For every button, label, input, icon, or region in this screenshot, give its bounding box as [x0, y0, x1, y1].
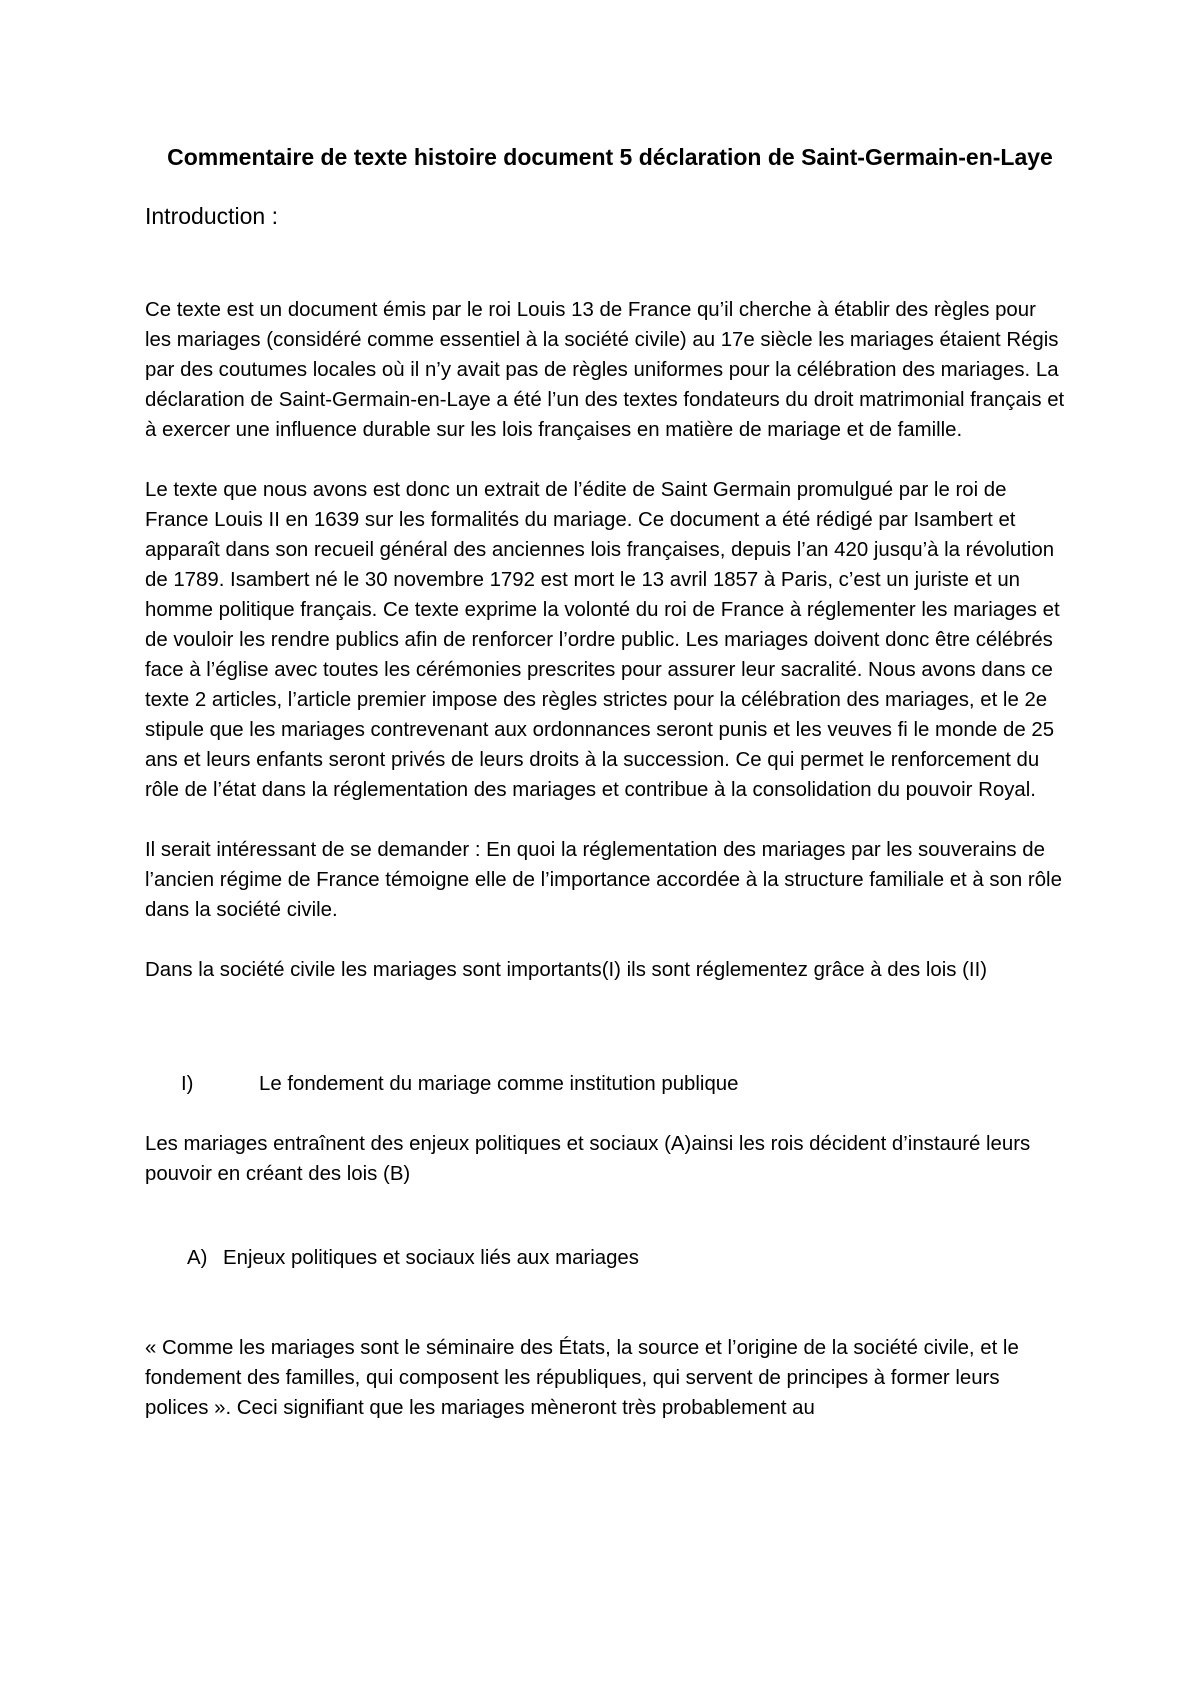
section-1-heading	[145, 1069, 1065, 1099]
paragraph-context: Ce texte est un document émis par le roi Louis 13 de France qu’il cherche à établir des règles pour les mariages (considéré comme essentiel à la société civile) au 17e siècle les mariages étaient Régis par des coutumes locales où il n’y avait pas de règles uniformes pour la célébration des mariages. La déclaration de Saint-Germain-en-Laye a été l’un des textes fondateurs du droit matrimonial français et à exercer une influence durable sur les lois françaises en matière de mariage et de famille.	[145, 299, 1065, 441]
document-title: Commentaire de texte histoire document 5 déclaration de Saint-Germain-en-Laye	[167, 144, 1053, 170]
document-page	[145, 140, 1065, 1423]
section-1-title: Le fondement du mariage comme institution publique	[259, 1073, 739, 1095]
paragraph-plan: Dans la société civile les mariages sont importants(I) ils sont réglementez grâce à des lois (II)	[145, 959, 988, 981]
paragraph-quote: « Comme les mariages sont le séminaire des États, la source et l’origine de la société civile, et le fondement des familles, qui composent les républiques, qui servent de principes à former leurs polices ». Ceci signifiant que les mariages mèneront très probablement au	[145, 1337, 1019, 1419]
subsection-a-heading	[145, 1243, 1065, 1273]
section-1-number: I)	[181, 1073, 194, 1095]
subsection-a-number: A)	[187, 1247, 208, 1269]
paragraph-problematique: Il serait intéressant de se demander : En quoi la réglementation des mariages par les souverains de l’ancien régime de France témoigne elle de l’importance accordée à la structure familiale et à son rôle dans la société civile.	[145, 839, 1062, 921]
paragraph-presentation: Le texte que nous avons est donc un extrait de l’édite de Saint Germain promulgué par le roi de France Louis II en 1639 sur les formalités du mariage. Ce document a été rédigé par Isambert et apparaît dans son recueil général des anciennes lois françaises, depuis l’an 420 jusqu’à la révolution de 1789. Isambert né le 30 novembre 1792 est mort le 13 avril 1857 à Paris, c’est un juriste et un homme politique français. Ce texte exprime la volonté du roi de France à réglementer les mariages et de vouloir les rendre publics afin de renforcer l’ordre public. Les mariages doivent donc être célébrés face à l’église avec toutes les cérémonies prescrites pour assurer leur sacralité. Nous avons dans ce texte 2 articles, l’article premier impose des règles strictes pour la célébration des mariages, et le 2e stipule que les mariages contrevenant aux ordonnances seront punis et les veuves fi le monde de 25 ans et leurs enfants seront privés de leurs droits à la succession. Ce qui permet le renforcement du rôle de l’état dans la réglementation des mariages et contribue à la consolidation du pouvoir Royal.	[145, 479, 1060, 801]
introduction-heading: Introduction :	[145, 203, 278, 229]
paragraph-section-1-intro: Les mariages entraînent des enjeux politiques et sociaux (A)ainsi les rois décident d’instauré leurs pouvoir en créant des lois (B)	[145, 1133, 1031, 1185]
subsection-a-title: Enjeux politiques et sociaux liés aux mariages	[223, 1247, 639, 1269]
